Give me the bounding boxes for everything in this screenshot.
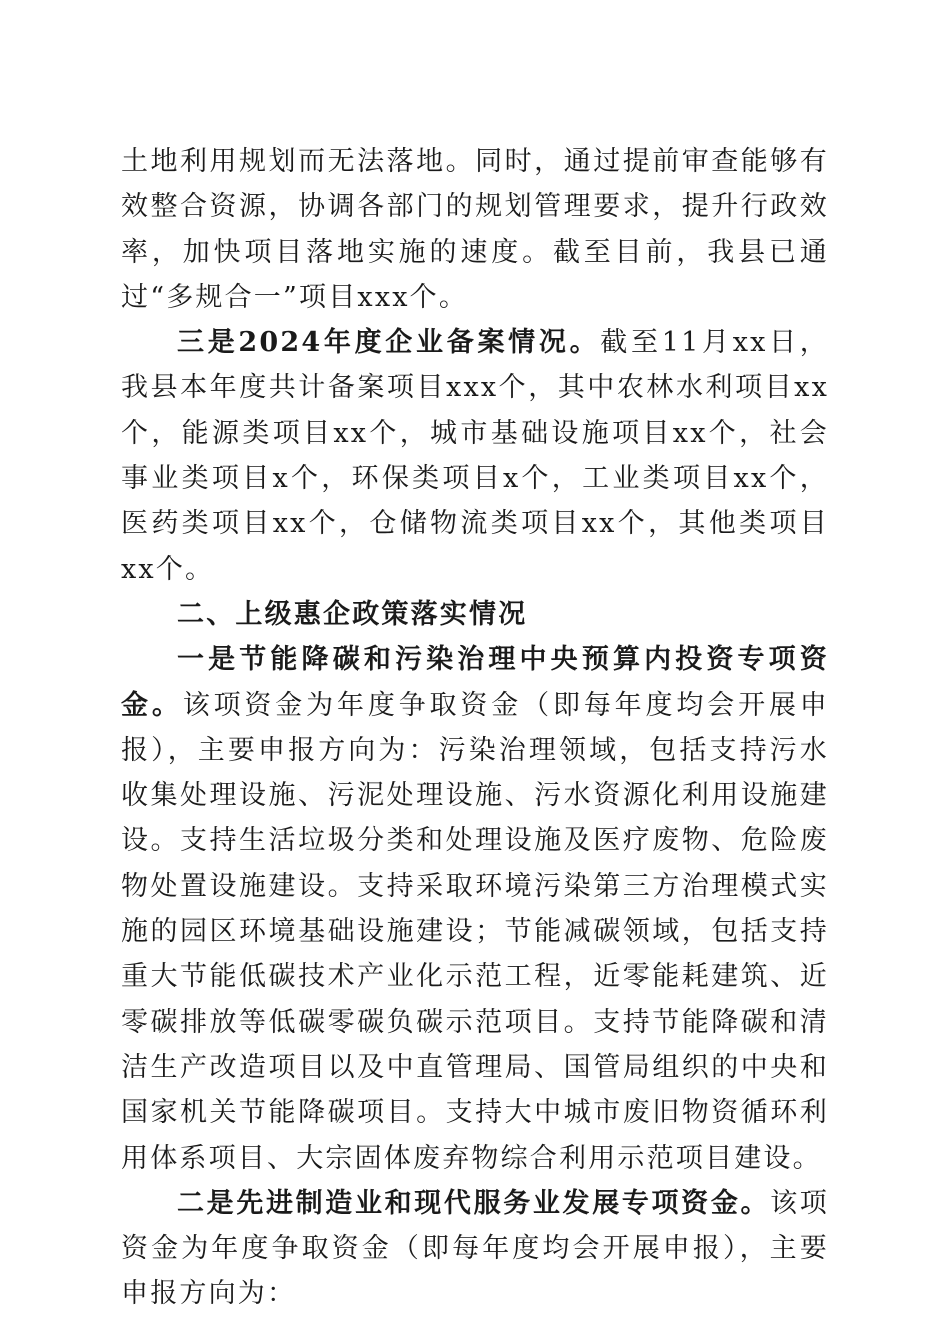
paragraph-text: 截至11月xx日，我县本年度共计备案项目xxx个，其中农林水利项目xx个，能源类项目xx个，城市基础设施项目xx个，社会事业类项目x个，环保类项目x个，工业类项目xx个，医药类项目xx个，仓储物流类项目xx个，其他类项目xx个。 — [121, 327, 829, 585]
paragraph-text: 该项资金为年度争取资金（即每年度均会开展申报），主要申报方向为： — [121, 1187, 829, 1310]
document-body — [121, 139, 829, 1317]
section-heading: 二、上级惠企政策落实情况 — [177, 598, 528, 630]
paragraph-text: 土地利用规划而无法落地。同时，通过提前审查能够有效整合资源，协调各部门的规划管理要求，提升行政效率，加快项目落地实施的速度。截至目前，我县已通过“多规合一”项目xxx个。 — [121, 146, 829, 313]
paragraph-manufacturing-fund — [121, 1181, 829, 1317]
paragraph-carbon-reduction-fund — [121, 637, 829, 1181]
paragraph-lead: 一是节能降碳和污染治理中央预算内投资专项资金。 — [121, 644, 829, 721]
paragraph-planning-continuation — [121, 139, 829, 320]
paragraph-enterprise-filing — [121, 320, 829, 592]
paragraph-lead: 二是先进制造业和现代服务业发展专项资金。 — [177, 1187, 771, 1219]
paragraph-text: 该项资金为年度争取资金（即每年度均会开展申报），主要申报方向为：污染治理领域，包括支持污水收集处理设施、污泥处理设施、污水资源化利用设施建设。支持生活垃圾分类和处理设施及医疗废物、危险废物处置设施建设。支持采取环境污染第三方治理模式实施的园区环境基础设施建设；节能减碳领域，包括支持重大节能低碳技术产业化示范工程，近零能耗建筑、近零碳排放等低碳零碳负碳示范项目。支持节能降碳和清洁生产改造项目以及中直管理局、国管局组织的中央和国家机关节能降碳项目。支持大中城市废旧物资循环利用体系项目、大宗固体废弃物综合利用示范项目建设。 — [121, 689, 830, 1174]
paragraph-lead: 三是2024年度企业备案情况。 — [177, 327, 601, 359]
